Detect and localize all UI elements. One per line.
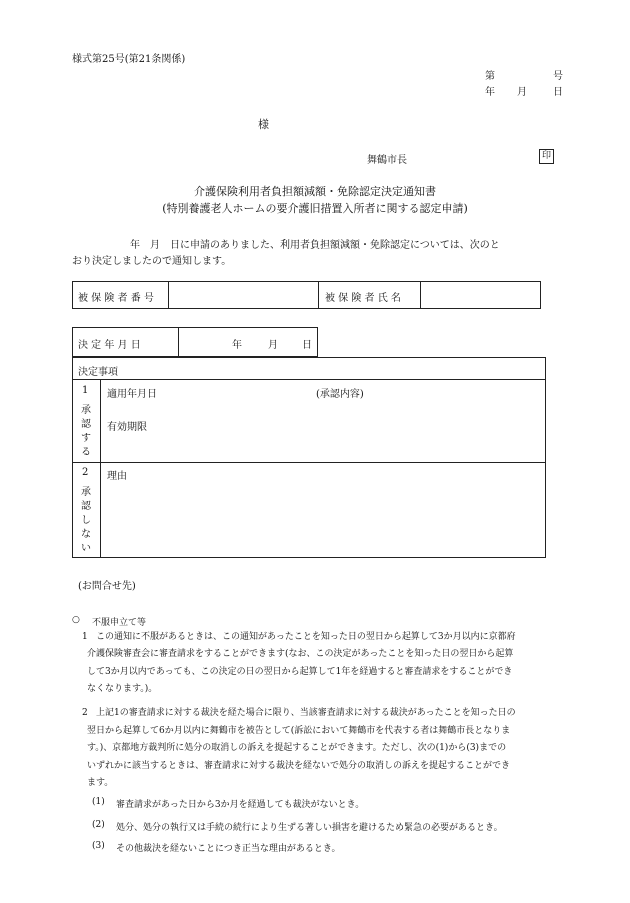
subitem-3-number: (3) xyxy=(92,841,105,851)
appeal-item-2-line-2: 翌日から起算して6か月以内に舞鶴市を被告として(訴訟において舞鶴市を代表する者は舞鶴市長となりま xyxy=(87,725,511,736)
date-tsuki: 月 xyxy=(517,87,527,98)
decision-date-hi: 日 xyxy=(302,340,312,351)
approval-content-label: (承認内容) xyxy=(316,389,364,400)
form-number: 様式第25号(第21条関係) xyxy=(72,54,186,65)
insured-name-label: 被 保 険 者 氏 名 xyxy=(325,293,401,304)
reason-label: 理由 xyxy=(107,471,127,482)
decision-date-nen: 年 xyxy=(232,340,242,351)
decision-date-label: 決 定 年 月 日 xyxy=(78,340,141,351)
appeal-item-2-line-1: 上記1の審査請求に対する裁決を経た場合に限り、当該審査請求に対する裁決があったことを知った日の xyxy=(96,708,516,718)
seal-stamp: 印 xyxy=(539,149,554,164)
intro-line-1: 年 月 日に申請のありました、利用者負担額減額・免除認定については、次のと xyxy=(130,240,500,251)
decision-date-tsuki: 月 xyxy=(268,340,278,351)
subitem-2-text: 処分、処分の執行又は手続の続行により生ずる著しい損害を避けるため緊急の必要があるとき。 xyxy=(116,823,503,833)
appeal-item-1-line-4: なくなります。)。 xyxy=(87,684,158,694)
appeal-item-2-line-3: す。)、京都地方裁判所に処分の取消しの訴えを提起することができます。ただし、次の(1)から(3)までの xyxy=(87,743,507,753)
appeal-item-1-line-2: 介護保険審査会に審査請求をすることができます(なお、この決定があったことを知った日の翌日から起算 xyxy=(87,649,514,659)
appeal-heading: 不服申立て等 xyxy=(92,618,147,628)
inquiry-label: (お問合せ先) xyxy=(78,581,136,592)
appeal-heading-mark: ○ xyxy=(72,615,80,625)
subitem-1-text: 審査請求があった日から3か月を経過しても裁決がないとき。 xyxy=(116,800,365,810)
appeal-item-2-line-4: いずれかに該当するときは、審査請求に対する裁決を経ないで処分の取消しの訴えを提起することができ xyxy=(87,760,511,771)
appeal-item-1-line-3: して3か月以内であっても、この決定の日の翌日から起算して1年を経過すると審査請求をすることができ xyxy=(87,666,513,677)
doc-number-dai: 第 xyxy=(485,71,495,82)
recipient-suffix: 様 xyxy=(258,118,269,131)
validity-label: 有効期限 xyxy=(107,422,147,433)
doc-number-go: 号 xyxy=(553,71,563,82)
date-hi: 日 xyxy=(553,87,563,98)
issuer: 舞鶴市長 xyxy=(367,155,407,166)
decision-matters-header: 決定事項 xyxy=(78,367,118,378)
deny-vertical-label: 承 認 し な い xyxy=(81,487,91,554)
date-nen: 年 xyxy=(485,87,495,98)
appeal-item-1: この通知に不服があるときは、この通知があったことを知った日の翌日から起算して3か月以内に京都府 xyxy=(96,632,516,642)
intro-line-2: おり決定しましたので通知します。 xyxy=(72,256,232,267)
effective-date-label: 適用年月日 xyxy=(107,389,157,400)
approve-number: 1 xyxy=(82,385,89,396)
document-subtitle: (特別養護老人ホームの要介護旧措置入所者に関する認定申請) xyxy=(162,202,468,215)
document-title: 介護保険利用者負担額減額・免除認定決定通知書 xyxy=(194,185,436,198)
approve-vertical-label: 承 認 す る xyxy=(81,405,91,458)
subitem-1-number: (1) xyxy=(92,797,105,807)
subitem-3-text: その他裁決を経ないことにつき正当な理由があるとき。 xyxy=(116,844,341,854)
appeal-item-1-number: 1 xyxy=(82,632,88,642)
insured-number-label: 被 保 険 者 番 号 xyxy=(78,293,154,304)
appeal-item-2-line-5: ます。 xyxy=(87,778,114,788)
appeal-item-2-number: 2 xyxy=(82,708,88,718)
subitem-2-number: (2) xyxy=(92,820,105,830)
deny-number: 2 xyxy=(82,467,89,478)
